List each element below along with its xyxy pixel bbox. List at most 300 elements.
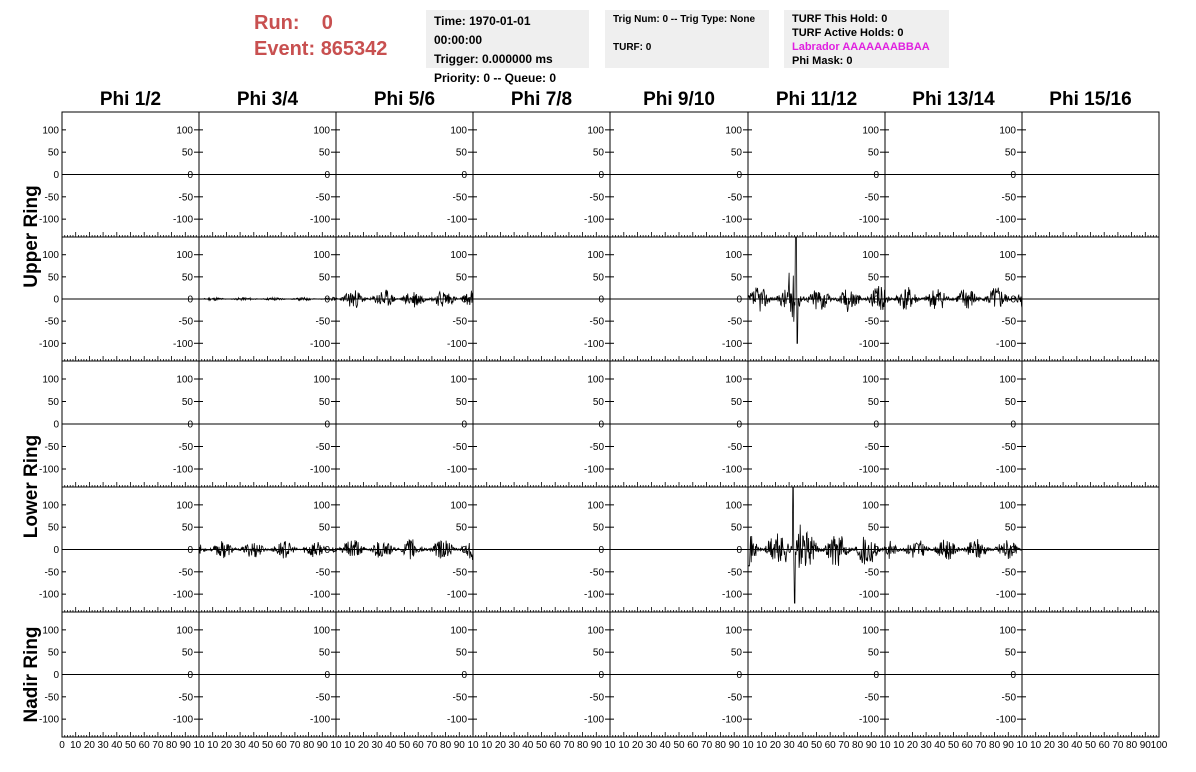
waveform-panel bbox=[885, 112, 1022, 237]
x-tick-label: 20 bbox=[357, 740, 369, 751]
y-tick-label: 100 bbox=[176, 625, 193, 637]
waveform-panel bbox=[62, 112, 199, 237]
y-tick-label: 50 bbox=[181, 397, 193, 408]
y-tick-label: 100 bbox=[587, 250, 604, 262]
x-tick-label: 10 bbox=[1030, 740, 1042, 751]
x-tick-label: 60 bbox=[412, 740, 424, 751]
y-tick-label: 50 bbox=[1004, 397, 1016, 408]
y-tick-label: -100 bbox=[446, 589, 467, 601]
x-tick-label: 40 bbox=[934, 740, 946, 751]
y-tick-label: 0 bbox=[598, 545, 604, 556]
x-tick-label: 20 bbox=[83, 740, 95, 751]
y-tick-label: 0 bbox=[598, 294, 604, 306]
x-tick-label: 50 bbox=[1084, 740, 1097, 751]
y-tick-label: 0 bbox=[53, 670, 59, 681]
y-tick-label: -50 bbox=[1001, 692, 1016, 704]
y-tick-label: 50 bbox=[592, 647, 604, 659]
x-tick-label: 20 bbox=[494, 740, 506, 751]
run-label: Run: bbox=[254, 12, 300, 34]
y-tick-label: 50 bbox=[47, 397, 59, 408]
x-tick-label: 40 bbox=[385, 740, 397, 751]
y-tick-label: 0 bbox=[873, 170, 879, 181]
x-tick-label: 90 bbox=[453, 740, 465, 751]
waveform-panel bbox=[336, 112, 473, 237]
y-tick-label: -100 bbox=[583, 464, 604, 476]
y-tick-label: 0 bbox=[461, 670, 467, 681]
y-tick-label: -100 bbox=[38, 714, 59, 726]
x-tick-label: 20 bbox=[632, 740, 644, 751]
waveform-panel bbox=[62, 612, 199, 737]
y-tick-label: 100 bbox=[862, 250, 879, 262]
x-tick-label: 50 bbox=[261, 740, 274, 751]
y-tick-label: -100 bbox=[38, 214, 59, 226]
y-tick-label: -100 bbox=[583, 714, 604, 726]
y-tick-label: -50 bbox=[315, 316, 330, 328]
y-tick-label: 100 bbox=[587, 625, 604, 637]
y-tick-label: 50 bbox=[730, 397, 742, 408]
y-tick-label: 50 bbox=[318, 147, 330, 159]
x-tick-label: 80 bbox=[166, 740, 178, 751]
priority-text: Priority: 0 -- Queue: 0 bbox=[434, 71, 557, 85]
y-tick-label: 0 bbox=[873, 419, 879, 431]
waveform-panel bbox=[62, 237, 199, 361]
y-tick-label: 50 bbox=[181, 147, 193, 159]
y-tick-label: 50 bbox=[455, 647, 467, 659]
y-tick-label: 0 bbox=[736, 294, 742, 306]
x-tick-label: 10 bbox=[344, 740, 356, 751]
y-tick-label: 0 bbox=[736, 170, 742, 181]
y-tick-label: -100 bbox=[446, 338, 467, 350]
y-tick-label: 50 bbox=[1004, 272, 1016, 284]
x-tick-label: 50 bbox=[535, 740, 548, 751]
y-tick-label: 0 bbox=[1010, 545, 1016, 556]
y-tick-label: 50 bbox=[1004, 522, 1016, 534]
y-tick-label: -50 bbox=[1001, 442, 1016, 453]
y-tick-label: 0 bbox=[598, 419, 604, 431]
x-tick-label: 70 bbox=[289, 740, 301, 751]
y-tick-label: -100 bbox=[172, 589, 193, 601]
y-tick-label: 50 bbox=[730, 272, 742, 284]
waveform-panel bbox=[610, 612, 748, 737]
y-tick-label: 100 bbox=[999, 500, 1016, 512]
y-tick-label: -50 bbox=[178, 692, 193, 704]
waveform-panel bbox=[1022, 112, 1159, 237]
y-tick-label: 0 bbox=[461, 545, 467, 556]
y-tick-label: 50 bbox=[318, 397, 330, 408]
y-tick-label: 0 bbox=[873, 294, 879, 306]
event-value: 865342 bbox=[320, 38, 388, 60]
y-tick-label: 50 bbox=[730, 147, 742, 159]
x-tick-label: 90 bbox=[590, 740, 602, 751]
y-tick-label: 100 bbox=[862, 125, 879, 137]
labrador-text: Labrador AAAAAAABBAA bbox=[792, 41, 930, 53]
y-tick-label: 100 bbox=[587, 500, 604, 512]
x-tick-label: 70 bbox=[701, 740, 713, 751]
turf-active-holds-text: TURF Active Holds: 0 bbox=[792, 27, 904, 39]
waveform-panel bbox=[885, 612, 1022, 737]
y-tick-label: -100 bbox=[446, 214, 467, 226]
y-tick-label: 50 bbox=[47, 147, 59, 159]
turf-this-hold-text: TURF This Hold: 0 bbox=[792, 13, 888, 25]
y-tick-label: -50 bbox=[178, 316, 193, 328]
x-tick-label: 40 bbox=[1071, 740, 1083, 751]
y-tick-label: 50 bbox=[455, 147, 467, 159]
y-tick-label: 100 bbox=[313, 250, 330, 262]
x-tick-label: 40 bbox=[522, 740, 534, 751]
time-text: Time: 1970-01-01 00:00:00 bbox=[434, 14, 531, 47]
y-tick-label: 50 bbox=[47, 647, 59, 659]
y-tick-label: -100 bbox=[172, 714, 193, 726]
y-tick-label: 100 bbox=[999, 374, 1016, 386]
y-tick-label: 50 bbox=[592, 522, 604, 534]
y-tick-label: 0 bbox=[873, 670, 879, 681]
y-tick-label: 100 bbox=[313, 625, 330, 637]
column-title: Phi 7/8 bbox=[510, 89, 573, 110]
y-tick-label: -50 bbox=[178, 192, 193, 204]
y-tick-label: 50 bbox=[592, 147, 604, 159]
x-tick-label: 40 bbox=[659, 740, 671, 751]
x-tick-label: 60 bbox=[687, 740, 699, 751]
y-tick-label: -100 bbox=[38, 589, 59, 601]
x-tick-label: 10 bbox=[756, 740, 768, 751]
y-tick-label: -100 bbox=[38, 338, 59, 350]
waveform-panel bbox=[1022, 361, 1159, 487]
y-tick-label: -50 bbox=[864, 316, 879, 328]
y-tick-label: -50 bbox=[44, 442, 59, 453]
y-tick-label: 50 bbox=[592, 272, 604, 284]
y-tick-label: 100 bbox=[725, 500, 742, 512]
waveform-panel bbox=[748, 112, 885, 237]
waveform-trace bbox=[199, 541, 336, 558]
y-tick-label: -50 bbox=[864, 442, 879, 453]
x-tick-label: 50 bbox=[810, 740, 823, 751]
y-tick-label: 50 bbox=[730, 522, 742, 534]
y-tick-label: -50 bbox=[315, 692, 330, 704]
waveform-panel bbox=[473, 612, 610, 737]
y-tick-label: 0 bbox=[461, 419, 467, 431]
y-tick-label: -100 bbox=[995, 589, 1016, 601]
y-tick-label: 100 bbox=[42, 374, 59, 386]
y-tick-label: 100 bbox=[42, 250, 59, 262]
y-tick-label: 50 bbox=[1004, 647, 1016, 659]
y-tick-label: 50 bbox=[455, 397, 467, 408]
y-tick-label: -100 bbox=[38, 464, 59, 476]
y-tick-label: 0 bbox=[324, 670, 330, 681]
column-title: Phi 13/14 bbox=[912, 89, 995, 110]
y-tick-label: 0 bbox=[187, 545, 193, 556]
x-tick-label: 60 bbox=[824, 740, 836, 751]
y-tick-label: -50 bbox=[864, 192, 879, 204]
y-tick-label: 100 bbox=[42, 125, 59, 137]
x-tick-label: 80 bbox=[714, 740, 726, 751]
x-tick-label: 90 bbox=[179, 740, 191, 751]
y-tick-label: 0 bbox=[324, 419, 330, 431]
y-tick-label: 50 bbox=[181, 647, 193, 659]
y-tick-label: 100 bbox=[313, 374, 330, 386]
y-tick-label: -50 bbox=[452, 442, 467, 453]
x-tick-label: 60 bbox=[138, 740, 150, 751]
waveform-panel bbox=[199, 112, 336, 237]
waveform-panel bbox=[610, 361, 748, 487]
y-tick-label: -50 bbox=[864, 567, 879, 579]
y-tick-label: -100 bbox=[858, 589, 879, 601]
y-tick-label: -100 bbox=[858, 338, 879, 350]
x-tick-label: 70 bbox=[563, 740, 575, 751]
x-tick-label: 60 bbox=[549, 740, 561, 751]
y-tick-label: 50 bbox=[318, 647, 330, 659]
y-tick-label: -50 bbox=[44, 316, 59, 328]
y-tick-label: 0 bbox=[187, 170, 193, 181]
waveform-panel bbox=[199, 612, 336, 737]
x-tick-label: 70 bbox=[152, 740, 164, 751]
y-tick-label: -100 bbox=[995, 338, 1016, 350]
x-tick-label: 80 bbox=[303, 740, 315, 751]
y-tick-label: -50 bbox=[452, 692, 467, 704]
y-tick-label: -50 bbox=[589, 316, 604, 328]
y-tick-label: 100 bbox=[587, 125, 604, 137]
y-tick-label: -50 bbox=[1001, 567, 1016, 579]
x-tick-label: 90 bbox=[865, 740, 877, 751]
y-tick-label: 0 bbox=[461, 294, 467, 306]
y-tick-label: -100 bbox=[583, 214, 604, 226]
x-tick-label: 20 bbox=[769, 740, 781, 751]
y-tick-label: -100 bbox=[446, 714, 467, 726]
waveform-panel bbox=[473, 361, 610, 487]
y-tick-label: 50 bbox=[867, 147, 879, 159]
y-tick-label: 100 bbox=[587, 374, 604, 386]
phi-mask-text: Phi Mask: 0 bbox=[792, 55, 853, 67]
y-tick-label: -100 bbox=[309, 589, 330, 601]
event-label: Event: bbox=[254, 38, 316, 60]
y-tick-label: -100 bbox=[721, 589, 742, 601]
y-tick-label: -100 bbox=[172, 338, 193, 350]
y-tick-label: -100 bbox=[172, 464, 193, 476]
x-tick-label: 10 bbox=[207, 740, 219, 751]
y-tick-label: -50 bbox=[727, 567, 742, 579]
y-tick-label: -100 bbox=[858, 214, 879, 226]
y-tick-label: -50 bbox=[589, 567, 604, 579]
y-tick-label: 50 bbox=[730, 647, 742, 659]
turf-text: TURF: 0 bbox=[613, 42, 652, 53]
y-tick-label: -50 bbox=[727, 192, 742, 204]
y-tick-label: 100 bbox=[313, 125, 330, 137]
y-tick-label: 0 bbox=[873, 545, 879, 556]
x-tick-label: 10 bbox=[193, 740, 205, 751]
column-title: Phi 5/6 bbox=[373, 89, 436, 110]
x-tick-label: 70 bbox=[975, 740, 987, 751]
y-tick-label: -50 bbox=[315, 442, 330, 453]
y-tick-label: 100 bbox=[176, 250, 193, 262]
x-tick-label: 40 bbox=[797, 740, 809, 751]
x-tick-label: 60 bbox=[1098, 740, 1110, 751]
y-tick-label: -50 bbox=[452, 316, 467, 328]
x-tick-label: 10 bbox=[879, 740, 891, 751]
x-tick-label: 20 bbox=[1043, 740, 1055, 751]
waveform-panel bbox=[1022, 237, 1159, 361]
x-tick-label: 10 bbox=[70, 740, 82, 751]
y-tick-label: -50 bbox=[44, 567, 59, 579]
y-tick-label: 100 bbox=[450, 374, 467, 386]
y-tick-label: -50 bbox=[589, 442, 604, 453]
y-tick-label: 100 bbox=[42, 625, 59, 637]
waveform-panel bbox=[199, 361, 336, 487]
column-title: Phi 9/10 bbox=[643, 89, 715, 110]
x-tick-label: 10 bbox=[742, 740, 754, 751]
trigger-text: Trigger: 0.000000 ms bbox=[434, 52, 553, 66]
y-tick-label: 100 bbox=[725, 374, 742, 386]
y-tick-label: -100 bbox=[858, 464, 879, 476]
y-tick-label: 50 bbox=[455, 522, 467, 534]
y-tick-label: -50 bbox=[589, 192, 604, 204]
y-tick-label: -50 bbox=[44, 692, 59, 704]
x-tick-label: 30 bbox=[234, 740, 246, 751]
x-tick-label: 50 bbox=[673, 740, 685, 751]
y-tick-label: -50 bbox=[1001, 316, 1016, 328]
y-tick-label: -50 bbox=[315, 567, 330, 579]
y-tick-label: 50 bbox=[867, 522, 879, 534]
y-tick-label: 100 bbox=[725, 625, 742, 637]
x-tick-label: 30 bbox=[783, 740, 795, 751]
waveform-panel bbox=[336, 361, 473, 487]
waveform-panel bbox=[610, 237, 748, 361]
waveform-panel bbox=[62, 487, 199, 612]
x-tick-label: 50 bbox=[124, 740, 137, 751]
waveform-panel bbox=[610, 112, 748, 237]
x-tick-label: 80 bbox=[989, 740, 1001, 751]
ring-label: Lower Ring bbox=[21, 434, 42, 539]
waveform-panel bbox=[473, 237, 610, 361]
y-tick-label: -100 bbox=[721, 714, 742, 726]
x-tick-label: 50 bbox=[947, 740, 960, 751]
y-tick-label: -50 bbox=[452, 567, 467, 579]
y-tick-label: 0 bbox=[53, 545, 59, 556]
y-tick-label: -50 bbox=[452, 192, 467, 204]
y-tick-label: 0 bbox=[53, 294, 59, 306]
y-tick-label: -100 bbox=[172, 214, 193, 226]
x-tick-label: 30 bbox=[97, 740, 109, 751]
x-tick-label: 80 bbox=[1126, 740, 1138, 751]
y-tick-label: 100 bbox=[999, 625, 1016, 637]
y-tick-label: -50 bbox=[44, 192, 59, 204]
y-tick-label: 100 bbox=[450, 125, 467, 137]
trig-num-text: Trig Num: 0 -- Trig Type: None bbox=[613, 14, 756, 25]
y-tick-label: 50 bbox=[318, 272, 330, 284]
y-tick-label: 0 bbox=[187, 670, 193, 681]
y-tick-label: -100 bbox=[446, 464, 467, 476]
y-tick-label: 0 bbox=[324, 545, 330, 556]
y-tick-label: 0 bbox=[187, 419, 193, 431]
x-tick-label: 70 bbox=[426, 740, 438, 751]
y-tick-label: 0 bbox=[598, 670, 604, 681]
y-tick-label: -50 bbox=[727, 316, 742, 328]
x-tick-label: 30 bbox=[920, 740, 932, 751]
y-tick-label: 0 bbox=[1010, 170, 1016, 181]
y-tick-label: 100 bbox=[999, 250, 1016, 262]
ring-label: Upper Ring bbox=[21, 185, 42, 288]
y-tick-label: -50 bbox=[589, 692, 604, 704]
x-tick-label: 60 bbox=[961, 740, 973, 751]
waveform-trace bbox=[199, 297, 336, 300]
x-tick-label: 80 bbox=[577, 740, 589, 751]
x-tick-label: 60 bbox=[275, 740, 287, 751]
y-tick-label: 0 bbox=[1010, 670, 1016, 681]
y-tick-label: -50 bbox=[864, 692, 879, 704]
y-tick-label: 50 bbox=[47, 522, 59, 534]
x-tick-label: 50 bbox=[398, 740, 411, 751]
x-tick-label: 10 bbox=[481, 740, 493, 751]
x-tick-label: 30 bbox=[1057, 740, 1069, 751]
x-tick-label: 10 bbox=[618, 740, 630, 751]
y-tick-label: -100 bbox=[583, 589, 604, 601]
x-tick-label: 90 bbox=[1002, 740, 1014, 751]
x-tick-label: 90 bbox=[1139, 740, 1151, 751]
waveform-panel bbox=[473, 112, 610, 237]
y-tick-label: -100 bbox=[309, 464, 330, 476]
y-tick-label: 50 bbox=[1004, 147, 1016, 159]
y-tick-label: -100 bbox=[995, 714, 1016, 726]
waveform-panel bbox=[336, 612, 473, 737]
y-tick-label: 100 bbox=[862, 500, 879, 512]
waveform-panel bbox=[473, 487, 610, 612]
x-tick-label: 100 bbox=[1150, 740, 1168, 751]
y-tick-label: 100 bbox=[725, 125, 742, 137]
y-tick-label: 0 bbox=[53, 419, 59, 431]
y-tick-label: 100 bbox=[725, 250, 742, 262]
x-tick-label: 80 bbox=[440, 740, 452, 751]
column-title: Phi 3/4 bbox=[236, 89, 299, 110]
y-tick-label: -50 bbox=[178, 442, 193, 453]
y-tick-label: 50 bbox=[181, 272, 193, 284]
x-tick-label: 10 bbox=[893, 740, 905, 751]
x-tick-label: 0 bbox=[59, 740, 65, 751]
waveform-panel bbox=[748, 612, 885, 737]
y-tick-label: -50 bbox=[727, 442, 742, 453]
y-tick-label: -50 bbox=[727, 692, 742, 704]
y-tick-label: -100 bbox=[858, 714, 879, 726]
y-tick-label: 50 bbox=[867, 397, 879, 408]
x-tick-label: 40 bbox=[248, 740, 260, 751]
x-tick-label: 20 bbox=[906, 740, 918, 751]
y-tick-label: -100 bbox=[583, 338, 604, 350]
y-tick-label: 0 bbox=[736, 545, 742, 556]
y-tick-label: 50 bbox=[318, 522, 330, 534]
y-tick-label: 50 bbox=[455, 272, 467, 284]
waveform-panel bbox=[62, 361, 199, 487]
x-tick-label: 80 bbox=[852, 740, 864, 751]
y-tick-label: 0 bbox=[1010, 419, 1016, 431]
y-tick-label: 0 bbox=[187, 294, 193, 306]
ring-label: Nadir Ring bbox=[21, 626, 42, 723]
x-tick-label: 10 bbox=[330, 740, 342, 751]
y-tick-label: 0 bbox=[324, 294, 330, 306]
x-tick-label: 10 bbox=[604, 740, 616, 751]
waveform-panel bbox=[885, 361, 1022, 487]
y-tick-label: -50 bbox=[1001, 192, 1016, 204]
x-tick-label: 40 bbox=[111, 740, 123, 751]
y-tick-label: -50 bbox=[315, 192, 330, 204]
column-title: Phi 11/12 bbox=[775, 89, 858, 110]
y-tick-label: 100 bbox=[176, 500, 193, 512]
x-tick-label: 10 bbox=[1016, 740, 1028, 751]
x-tick-label: 90 bbox=[728, 740, 740, 751]
y-tick-label: 0 bbox=[736, 670, 742, 681]
y-tick-label: 100 bbox=[999, 125, 1016, 137]
y-tick-label: 0 bbox=[1010, 294, 1016, 306]
x-tick-label: 10 bbox=[467, 740, 479, 751]
y-tick-label: 0 bbox=[53, 170, 59, 181]
y-tick-label: 50 bbox=[47, 272, 59, 284]
x-tick-label: 70 bbox=[1112, 740, 1124, 751]
